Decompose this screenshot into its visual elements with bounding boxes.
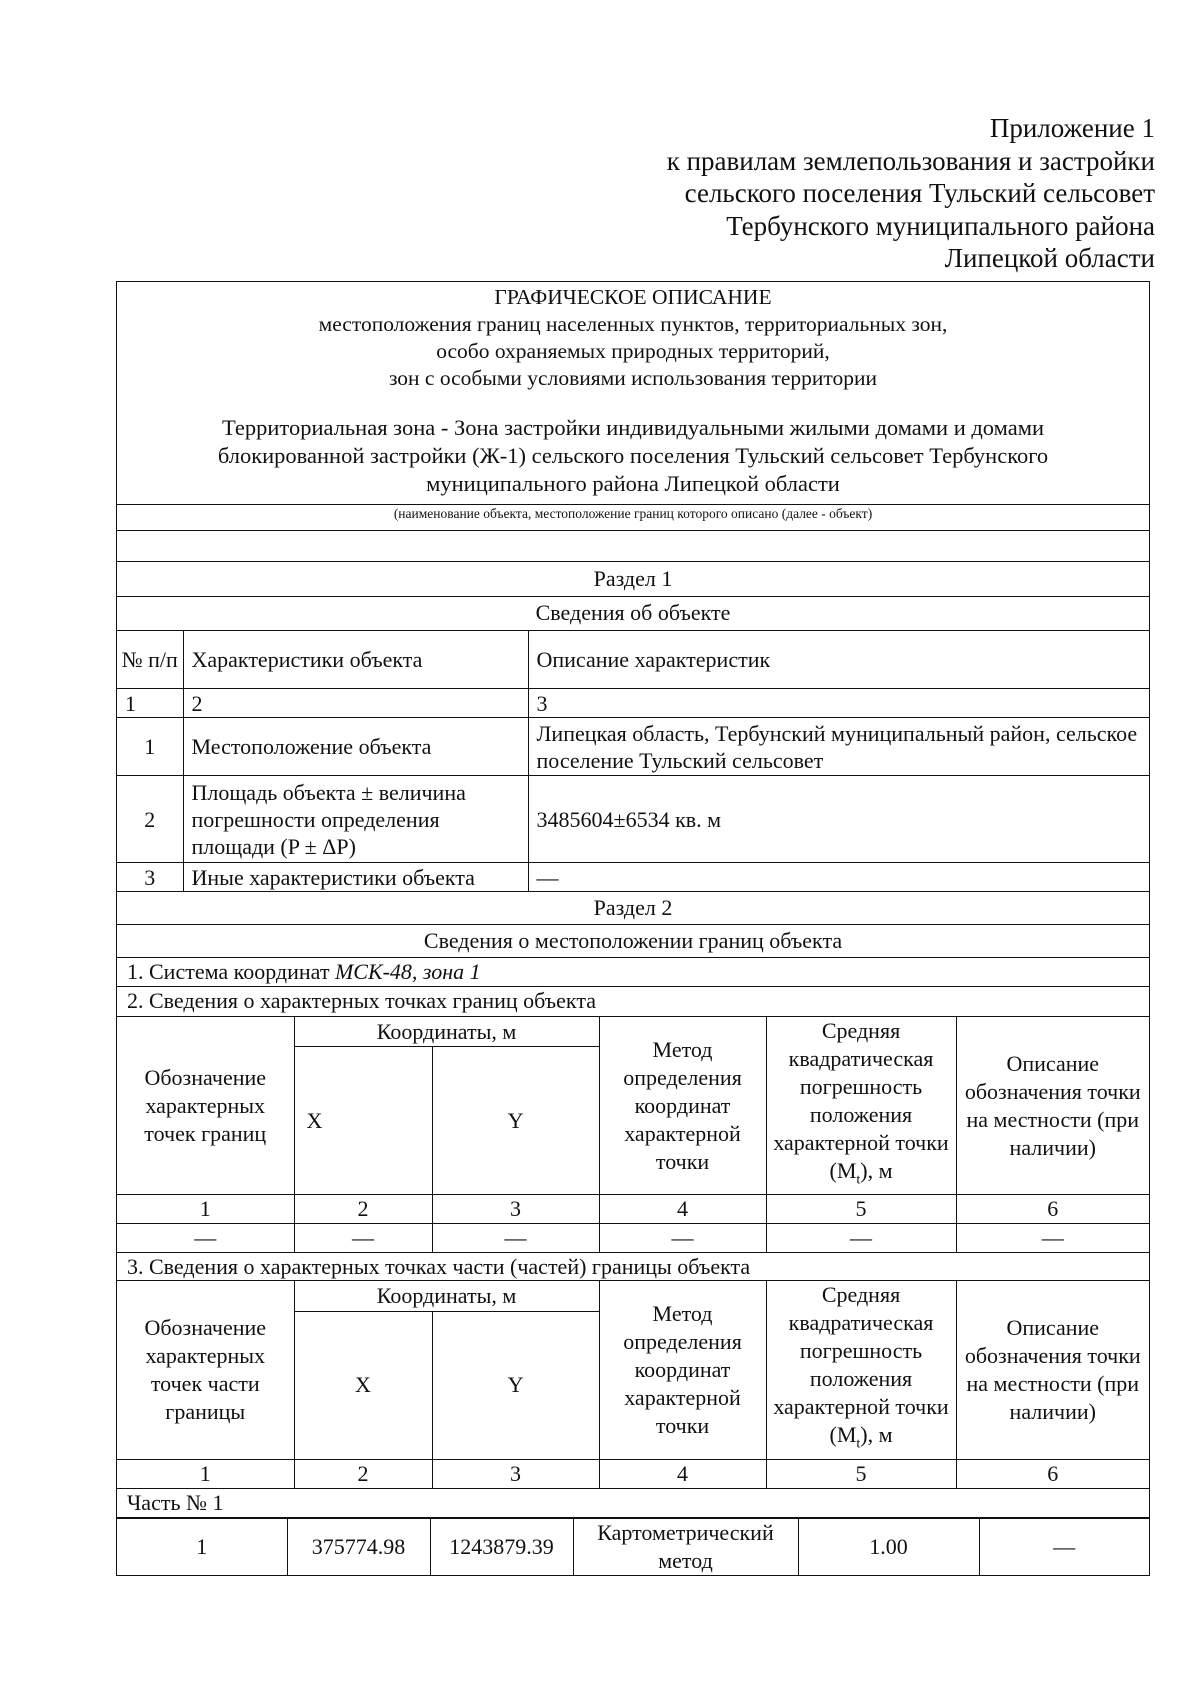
- characteristic-name: Иные характеристики объекта: [183, 863, 528, 892]
- part-label: Часть № 1: [117, 1488, 1149, 1517]
- form-subtitle-line: особо охраняемых природных территорий,: [436, 339, 830, 363]
- table-cell: 1: [117, 1518, 287, 1575]
- column-number: 2: [294, 1459, 432, 1488]
- blank-row: [117, 531, 1149, 562]
- table-row: [117, 1518, 1149, 1575]
- header-line: Липецкой области: [944, 243, 1155, 273]
- header-line: Приложение 1: [989, 113, 1155, 143]
- column-number: 3: [528, 689, 1149, 718]
- row-number: 2: [117, 776, 183, 863]
- column-header: Описание обозначения точки на местности (при наличии): [956, 1281, 1149, 1459]
- row-number: 1: [117, 718, 183, 776]
- table-row: [117, 718, 1149, 776]
- column-header: Описание обозначения точки на местности (при наличии): [956, 1017, 1149, 1195]
- coordinate-system-label: 1. Система координат: [127, 959, 335, 984]
- table-row: [117, 863, 1149, 892]
- table-row: [117, 1224, 1149, 1253]
- header-line: сельского поселения Тульский сельсовет: [684, 178, 1155, 208]
- part-points-data: [117, 1518, 1149, 1576]
- coordinate-system-line: [117, 958, 1149, 987]
- column-header: Метод определения координат характерной точки: [599, 1281, 766, 1459]
- table-cell: 1.00: [798, 1518, 979, 1575]
- form-subtitle-line: зон с особыми условиями использования территории: [388, 366, 878, 390]
- document-header: [667, 112, 1155, 275]
- column-header: Обозначение характерных точек части границы: [117, 1281, 294, 1459]
- section-2-subtitle: Сведения о местоположении границ объекта: [117, 925, 1149, 958]
- column-number: 1: [117, 1195, 294, 1224]
- header-line: Тербунского муниципального района: [726, 210, 1155, 241]
- column-number: 2: [294, 1195, 432, 1224]
- table-cell: Картометрический метод: [573, 1518, 798, 1575]
- points-title: 2. Сведения о характерных точках границ объекта: [127, 988, 596, 1013]
- characteristic-value: 3485604±6534 кв. м: [528, 776, 1149, 863]
- object-name-caption: (наименование объекта, местоположение границ которого описано (далее - объект): [117, 505, 1149, 531]
- column-header: Средняя квадратическая погрешность положения характерной точки $(M_t)$, м: [766, 1017, 956, 1195]
- column-number: 2: [183, 689, 528, 718]
- coordinate-system-value: МСК-48, зона 1: [334, 959, 481, 984]
- column-number: 5: [766, 1195, 956, 1224]
- header-line: к правилам землепользования и застройки: [666, 145, 1155, 176]
- form-title: ГРАФИЧЕСКОЕ ОПИСАНИЕ: [494, 285, 772, 309]
- section-2-title: Раздел 2: [117, 892, 1149, 925]
- object-name-line: муниципального района Липецкой области: [426, 471, 840, 496]
- section-1-title: Раздел 1: [117, 562, 1149, 597]
- table-cell: —: [599, 1224, 766, 1253]
- table-cell: —: [956, 1224, 1149, 1253]
- characteristic-name: Площадь объекта ± величина погрешности определения площади (P ± ΔP): [183, 776, 528, 863]
- table-cell: 1243879.39: [430, 1518, 573, 1575]
- column-header: Средняя квадратическая погрешность положения характерной точки $(M_t)$, м: [766, 1281, 956, 1459]
- object-info-table: [117, 630, 1149, 892]
- characteristic-name: Местоположение объекта: [183, 718, 528, 776]
- boundary-points-table: [117, 1016, 1149, 1253]
- column-header: Координаты, м: [294, 1281, 599, 1311]
- title-block: [117, 282, 1149, 505]
- part-points-title: 3. Сведения о характерных точках части (частей) границы объекта: [127, 1254, 751, 1280]
- column-header: Описание характеристик: [528, 631, 1149, 689]
- table-cell: 375774.98: [287, 1518, 430, 1575]
- column-header: X: [294, 1047, 432, 1195]
- form-subtitle-line: местоположения границ населенных пунктов, территориальных зон,: [318, 312, 948, 336]
- object-name-line: Территориальная зона - Зона застройки индивидуальными жилыми домами и домами: [222, 415, 1044, 440]
- column-number: 4: [599, 1195, 766, 1224]
- column-header: Y: [432, 1047, 599, 1195]
- column-header: Метод определения координат характерной точки: [599, 1017, 766, 1195]
- column-header: Характеристики объекта: [183, 631, 528, 689]
- column-number: 1: [117, 1459, 294, 1488]
- table-cell: —: [766, 1224, 956, 1253]
- table-cell: —: [294, 1224, 432, 1253]
- column-number: 6: [956, 1459, 1149, 1488]
- column-header: Y: [432, 1311, 599, 1459]
- column-header: Координаты, м: [294, 1017, 599, 1047]
- column-header: X: [294, 1311, 432, 1459]
- column-number: 3: [432, 1459, 599, 1488]
- characteristic-value: —: [528, 863, 1149, 892]
- table-cell: —: [979, 1518, 1149, 1575]
- column-number: 5: [766, 1459, 956, 1488]
- table-row: [117, 776, 1149, 863]
- column-number: 3: [432, 1195, 599, 1224]
- table-cell: —: [432, 1224, 599, 1253]
- part-points-table: [117, 1280, 1149, 1517]
- row-number: 3: [117, 863, 183, 892]
- column-number: 4: [599, 1459, 766, 1488]
- object-name-line: блокированной застройки (Ж-1) сельского поселения Тульский сельсовет Тербунского: [217, 443, 1049, 468]
- table-cell: —: [117, 1224, 294, 1253]
- section-1-subtitle: Сведения об объекте: [535, 600, 731, 625]
- characteristic-value: Липецкая область, Тербунский муниципальный район, сельское поселение Тульский сельсовет: [528, 718, 1149, 776]
- column-number: 6: [956, 1195, 1149, 1224]
- graphic-description-form: [116, 281, 1150, 1576]
- column-header: Обозначение характерных точек границ: [117, 1017, 294, 1195]
- column-header: № п/п: [117, 631, 183, 689]
- column-number: 1: [117, 689, 183, 718]
